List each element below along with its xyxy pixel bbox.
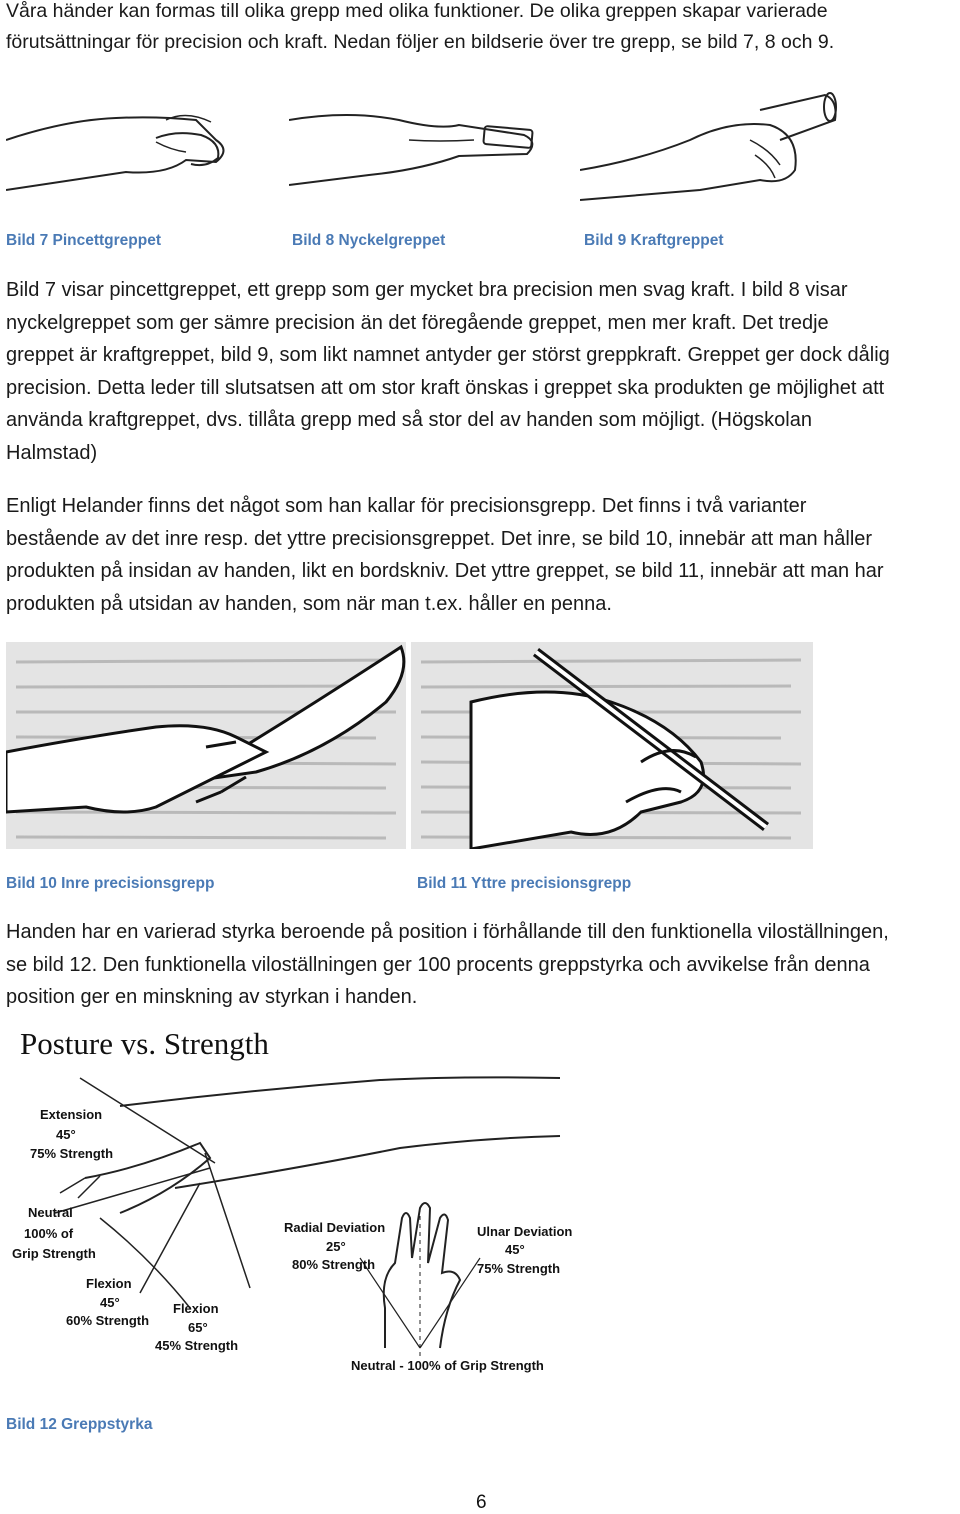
paragraph-line: precision. Detta leder till slutsatsen att om stor kraft önskas i greppet ska produkten ge möjlighet att xyxy=(6,376,885,399)
paragraph-precision-grips xyxy=(6,490,958,620)
figure-12-title: Posture vs. Strength xyxy=(20,1026,269,1061)
paragraph-line: se bild 12. Den funktionella viloställningen ger 100 procents greppstyrka och avvikelse från denna xyxy=(6,953,870,976)
caption-figure-11: Bild 11 Yttre precisionsgrepp xyxy=(417,875,632,892)
intro-text xyxy=(6,0,956,58)
paragraph-line: bestående av det inre resp. det yttre precisionsgreppet. Det inre, se bild 10, innebär att man håller xyxy=(6,527,873,550)
paragraph-line: nyckelgreppet som ger sämre precision än det föregående greppet, men mer kraft. Det tredje xyxy=(6,311,829,334)
figure-12-posture-vs-strength xyxy=(0,1018,620,1383)
figure-8-key-grip-image xyxy=(289,80,577,205)
paragraph-line: greppet är kraftgreppet, bild 9, som likt namnet antyder ger störst greppkraft. Greppet ger dock dålig xyxy=(6,344,890,366)
caption-figure-8: Bild 8 Nyckelgreppet xyxy=(292,232,446,249)
neutral-label: Neutral xyxy=(28,1205,73,1220)
flexion-45-strength: 60% Strength xyxy=(66,1313,150,1328)
figure-7-pinch-grip-image xyxy=(6,80,286,205)
paragraph-grips xyxy=(6,274,958,469)
paragraph-line: Handen har en varierad styrka beroende på position i förhållande till den funktionella viloställningen, xyxy=(6,921,889,943)
paragraph-line: position ger en minskning av styrkan i handen. xyxy=(6,986,418,1008)
ulnar-deviation-angle: 45° xyxy=(505,1242,525,1257)
radial-deviation-angle: 25° xyxy=(326,1239,346,1254)
intro-line-1: Våra händer kan formas till olika grepp med olika funktioner. De olika greppen skapar varierade xyxy=(6,0,828,22)
paragraph-line: produkten på insidan av handen, likt en bordskniv. Det yttre greppet, se bild 11, innebär att man har xyxy=(6,560,884,582)
flexion-45-label: Flexion xyxy=(86,1276,132,1291)
paragraph-line: använda kraftgreppet, dvs. tillåta grepp med så stor del av handen som möjligt. (Högskolan xyxy=(6,409,812,431)
radial-deviation-label: Radial Deviation xyxy=(284,1220,386,1235)
paragraph-line: Bild 7 visar pincettgreppet, ett grepp som ger mycket bra precision men svag kraft. I bild 8 visar xyxy=(6,279,848,301)
flexion-65-label: Flexion xyxy=(173,1301,219,1316)
flexion-65-angle: 65° xyxy=(188,1320,208,1335)
figure-10-inner-precision-grip-image xyxy=(6,642,406,849)
caption-figure-10: Bild 10 Inre precisionsgrepp xyxy=(6,875,215,892)
figure-11-outer-precision-grip-image xyxy=(411,642,813,849)
radial-deviation-strength: 80% Strength xyxy=(292,1257,376,1272)
caption-figure-12: Bild 12 Greppstyrka xyxy=(6,1416,153,1433)
page-number: 6 xyxy=(476,1492,487,1513)
paragraph-line: Enligt Helander finns det något som han kallar för precisionsgrepp. Det finns i två varianter xyxy=(6,495,807,517)
ulnar-deviation-strength: 75% Strength xyxy=(477,1261,561,1276)
caption-figure-9: Bild 9 Kraftgreppet xyxy=(584,232,724,249)
ulnar-deviation-label: Ulnar Deviation xyxy=(477,1224,573,1239)
extension-label: Extension xyxy=(40,1107,103,1122)
neutral-bottom-label: Neutral - 100% of Grip Strength xyxy=(351,1358,544,1373)
neutral-strength: Grip Strength xyxy=(12,1246,96,1261)
flexion-65-strength: 45% Strength xyxy=(155,1338,239,1353)
flexion-45-angle: 45° xyxy=(100,1295,120,1310)
extension-strength: 75% Strength xyxy=(30,1146,114,1161)
paragraph-line: produkten på utsidan av handen, som när man t.ex. håller en penna. xyxy=(6,592,612,615)
caption-figure-7: Bild 7 Pincettgreppet xyxy=(6,232,162,249)
paragraph-line: Halmstad) xyxy=(6,441,98,464)
figure-9-power-grip-image xyxy=(580,80,856,205)
neutral-value: 100% of xyxy=(24,1226,74,1241)
paragraph-grip-strength xyxy=(6,916,958,1014)
intro-line-2: förutsättningar för precision och kraft. Nedan följer en bildserie över tre grepp, se bild 7, 8 och 9. xyxy=(6,31,835,53)
extension-angle: 45° xyxy=(56,1127,76,1142)
